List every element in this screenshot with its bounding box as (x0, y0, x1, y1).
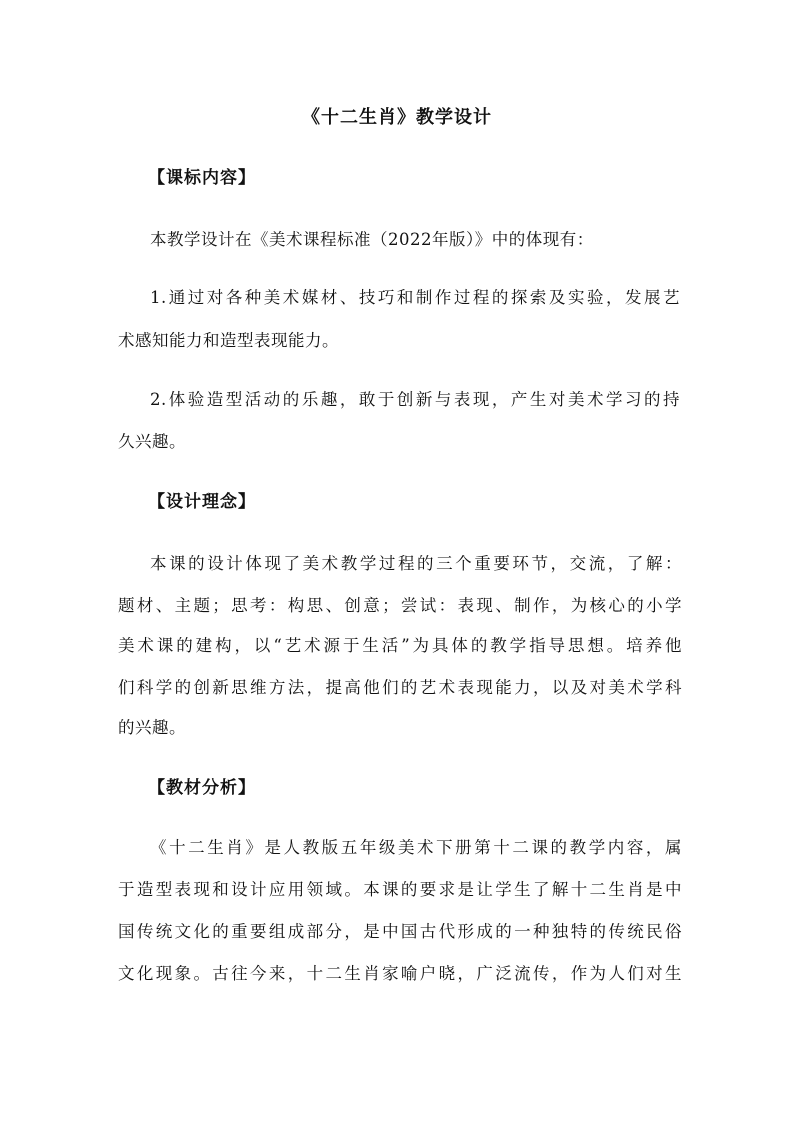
paragraph-line: 题材、主题；思考：构思、创意；尝试：表现、制作，为核心的小学 (118, 596, 682, 615)
paragraph-line: 于造型表现和设计应用领域。本课的要求是让学生了解十二生肖是中 (118, 880, 682, 899)
paragraph-line: 久兴趣。 (118, 432, 186, 451)
paragraph-line: 本教学设计在《美术课程标准（2022年版）》中的体现有： (150, 230, 594, 249)
paragraph-line: 1.通过对各种美术媒材、技巧和制作过程的探索及实验，发展艺 (150, 288, 680, 307)
paragraph-line: 国传统文化的重要组成部分，是中国古代形成的一种独特的传统民俗 (118, 922, 682, 941)
paragraph-line: 本课的设计体现了美术教学过程的三个重要环节，交流，了解： (150, 554, 682, 573)
section-heading-textbook-analysis: 【教材分析】 (148, 778, 256, 798)
paragraph-line: 们科学的创新思维方法，提高他们的艺术表现能力，以及对美术学科 (118, 678, 682, 697)
paragraph-line: 2.体验造型活动的乐趣，敢于创新与表现，产生对美术学习的持 (150, 390, 680, 409)
paragraph-line: 的兴趣。 (118, 718, 186, 737)
paragraph-line: 文化现象。古往今来，十二生肖家喻户晓，广泛流传，作为人们对生 (118, 964, 682, 983)
paragraph-line: 美术课的建构，以“艺术源于生活”为具体的教学指导思想。培养他 (118, 636, 682, 655)
section-heading-design-concept: 【设计理念】 (148, 492, 256, 512)
paragraph-line: 术感知能力和造型表现能力。 (118, 331, 339, 350)
document-title: 《十二生肖》教学设计 (302, 107, 492, 128)
section-heading-curriculum: 【课标内容】 (148, 168, 256, 188)
paragraph-line: 《十二生肖》是人教版五年级美术下册第十二课的教学内容，属 (150, 838, 682, 857)
